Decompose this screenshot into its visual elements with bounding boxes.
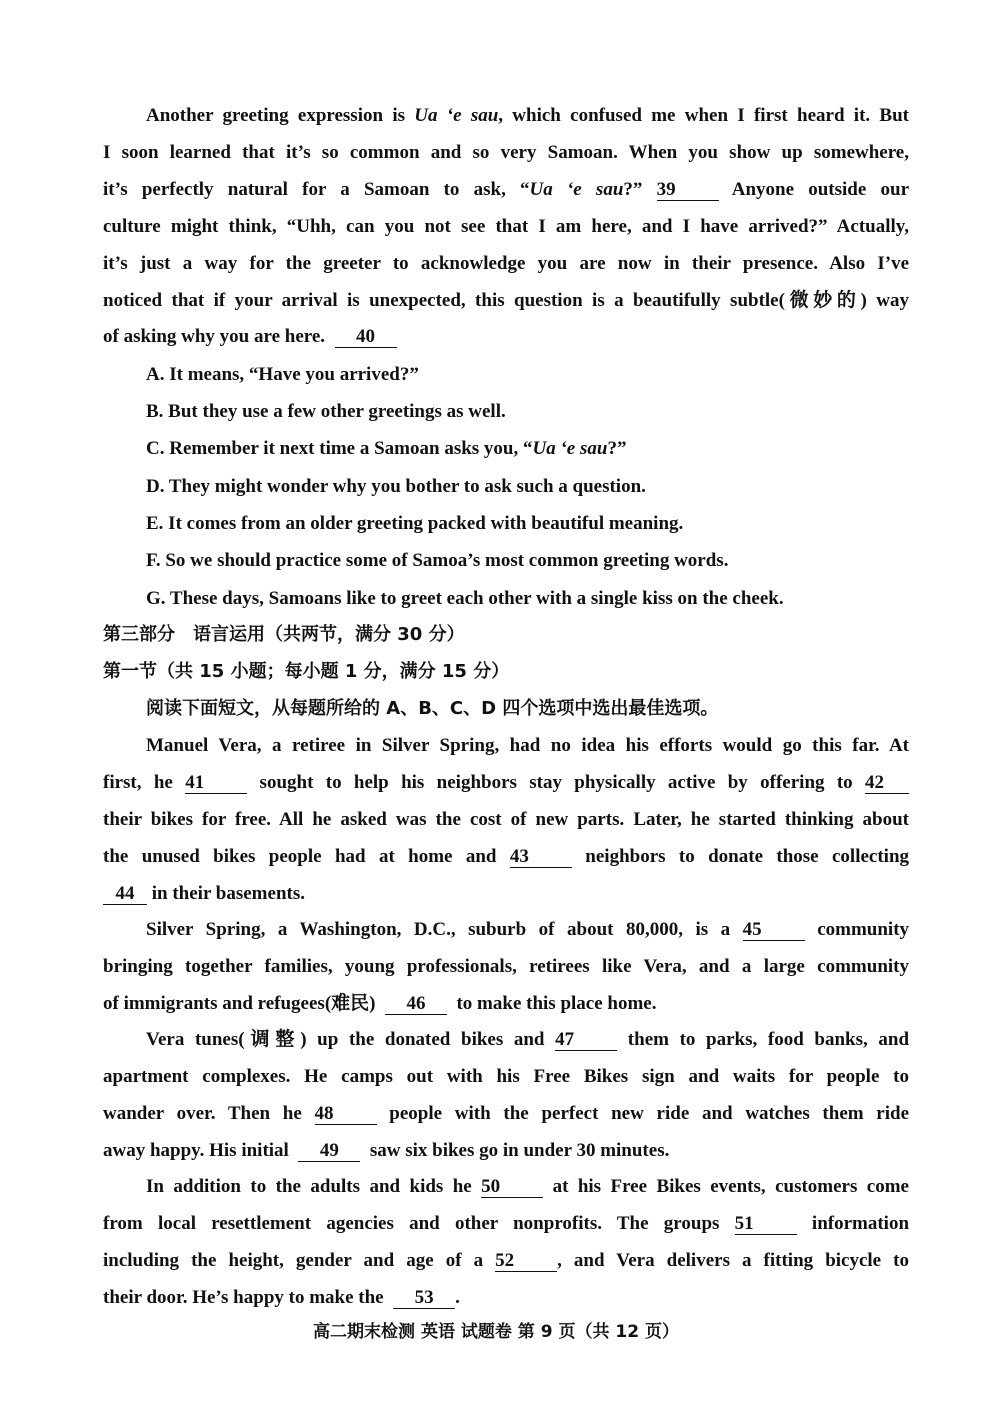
answer-blank-43: 43 <box>510 847 572 868</box>
instruction: 阅读下面短文，从每题所给的 A、B、C、D 四个选项中选出最佳选项。 <box>146 698 719 719</box>
cloze-line: away happy. His initial 49 saw six bikes go in under 30 minutes. <box>103 1140 670 1161</box>
option-f: F. So we should practice some of Samoa’s most common greeting words. <box>146 550 729 571</box>
option-b: B. But they use a few other greetings as well. <box>146 401 506 422</box>
cloze-line: bringing together families, young professionals, retirees like Vera, and a large community <box>103 956 909 977</box>
passage-line: I soon learned that it’s so common and so very Samoan. When you show up somewhere, <box>103 142 909 163</box>
part-heading: 第三部分 语言运用（共两节，满分 30 分） <box>103 624 465 645</box>
answer-blank-52: 52 <box>495 1251 557 1272</box>
answer-blank-46: 46 <box>385 994 447 1015</box>
answer-blank-44: 44 <box>103 884 147 905</box>
cloze-line: their bikes for free. All he asked was the cost of new parts. Later, he started thinking about <box>103 809 909 830</box>
cloze-line: 44 in their basements. <box>103 882 909 906</box>
answer-blank-40: 40 <box>335 327 397 348</box>
section-heading: 第一节（共 15 小题；每小题 1 分，满分 15 分） <box>103 661 510 682</box>
cloze-line: Manuel Vera, a retiree in Silver Spring, had no idea his efforts would go this far. At <box>146 735 909 756</box>
cloze-line: of immigrants and refugees(难民) 46 to make this place home. <box>103 993 657 1014</box>
passage-line: noticed that if your arrival is unexpected, this question is a beautifully subtle(微妙的) way <box>103 290 909 311</box>
answer-blank-45: 45 <box>743 920 805 941</box>
cloze-line: first, he 41 sought to help his neighbors stay physically active by offering to 42 <box>103 771 909 795</box>
answer-blank-47: 47 <box>555 1030 617 1051</box>
option-g: G. These days, Samoans like to greet each other with a single kiss on the cheek. <box>146 588 784 609</box>
cloze-line: from local resettlement agencies and other nonprofits. The groups 51 information <box>103 1213 910 1234</box>
cloze-line: apartment complexes. He camps out with his Free Bikes sign and waits for people to <box>103 1066 909 1087</box>
page-footer: 高二期末检测 英语 试题卷 第 9 页（共 12 页） <box>313 1322 679 1342</box>
passage-line: Another greeting expression is Ua ‘e sau, which confused me when I first heard it. But <box>146 105 909 126</box>
cloze-line: including the height, gender and age of a 52 , and Vera delivers a fitting bicycle to <box>103 1250 909 1271</box>
passage-line: it’s just a way for the greeter to acknowledge you are now in their presence. Also I’ve <box>103 253 909 274</box>
answer-blank-49: 49 <box>298 1141 360 1162</box>
cloze-line: the unused bikes people had at home and 43 neighbors to donate those collecting <box>103 846 910 867</box>
cloze-line: In addition to the adults and kids he 50 at his Free Bikes events, customers come <box>146 1176 909 1197</box>
answer-blank-50: 50 <box>481 1177 543 1198</box>
passage-line: of asking why you are here. 40 <box>103 325 909 349</box>
answer-blank-39: 39 <box>657 180 719 201</box>
cloze-line: Vera tunes(调整) up the donated bikes and 47 them to parks, food banks, and <box>146 1029 910 1050</box>
answer-blank-48: 48 <box>315 1104 377 1125</box>
option-c: C. Remember it next time a Samoan asks you, “Ua ‘e sau?” <box>146 438 627 459</box>
answer-blank-42: 42 <box>865 773 909 794</box>
answer-blank-41: 41 <box>185 773 247 794</box>
cloze-line: wander over. Then he 48 people with the perfect new ride and watches them ride <box>103 1103 910 1124</box>
answer-blank-53: 53 <box>393 1288 455 1309</box>
option-a: A. It means, “Have you arrived?” <box>146 364 419 385</box>
answer-blank-51: 51 <box>735 1214 797 1235</box>
option-e: E. It comes from an older greeting packed with beautiful meaning. <box>146 513 684 534</box>
cloze-line: their door. He’s happy to make the 53 . <box>103 1287 460 1308</box>
option-d: D. They might wonder why you bother to ask such a question. <box>146 476 646 497</box>
passage-line: culture might think, “Uhh, can you not see that I am here, and I have arrived?” Actually, <box>103 216 909 237</box>
passage-line: it’s perfectly natural for a Samoan to ask, “Ua ‘e sau?” 39 Anyone outside our <box>103 179 910 200</box>
cloze-line: Silver Spring, a Washington, D.C., suburb of about 80,000, is a 45 community <box>146 919 910 940</box>
